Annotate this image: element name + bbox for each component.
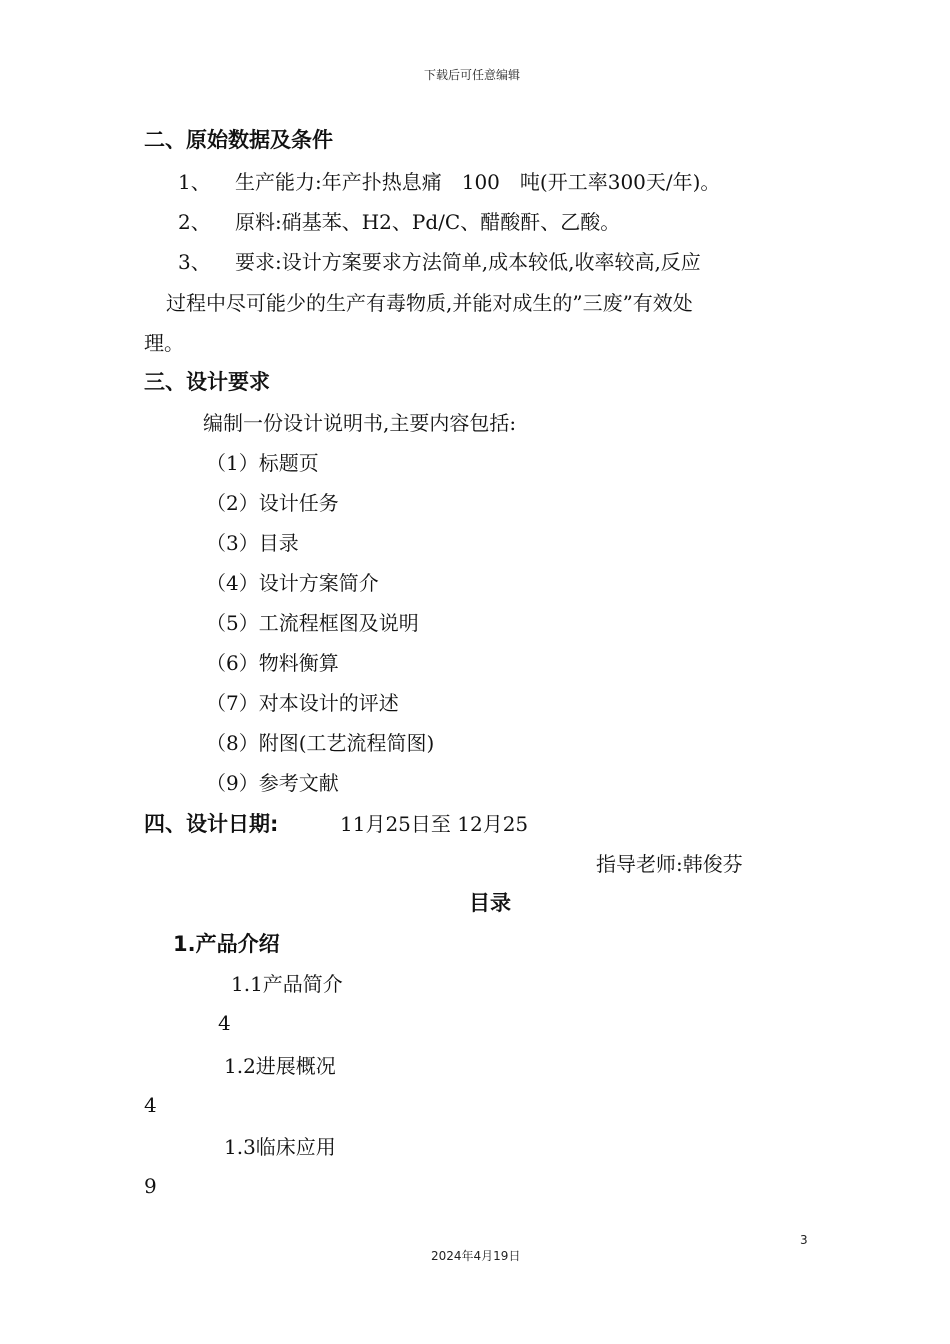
list-item-text: 原料:硝基苯、H2、Pd/C、醋酸酐、乙酸。 [235,210,621,234]
advisor-name: 指导老师:韩俊芬 [596,852,743,876]
footer-date: 2024年4月19日 [431,1249,521,1263]
toc-entry-label: 1.2进展概况 [224,1054,336,1078]
toc-title: 目录 [469,891,511,915]
requirement-item: （2）设计任务 [206,491,339,515]
toc-entry-page: 4 [218,1011,231,1035]
requirement-item: （1）标题页 [206,451,319,475]
design-dates: 11月25日至 12月25 [340,812,529,836]
toc-entry-label: 1.1产品简介 [231,972,343,996]
list-item-text: 要求:设计方案要求方法简单,成本较低,收率较高,反应 [235,250,701,274]
requirement-item: （9）参考文献 [206,771,339,795]
list-item-number: 3、 [178,250,211,274]
toc-entry-page: 9 [144,1174,157,1198]
requirement-item: （3）目录 [206,531,299,555]
requirement-item: （5）工流程框图及说明 [206,611,419,635]
section-heading-design-requirements: 三、设计要求 [144,370,270,394]
toc-entry-page: 4 [144,1093,157,1117]
list-item-number: 2、 [178,210,211,234]
page-number: 3 [800,1233,808,1247]
requirement-item: （7）对本设计的评述 [206,691,399,715]
list-item-text: 生产能力:年产扑热息痛 100 吨(开工率300天/年)。 [235,170,721,194]
page-header-note: 下载后可任意编辑 [424,68,521,82]
paragraph-continuation: 过程中尽可能少的生产有毒物质,并能对成生的”三废”有效处 [166,291,693,315]
toc-entry-label: 1.3临床应用 [224,1135,336,1159]
paragraph-continuation: 理。 [144,331,184,355]
requirement-item: （6）物料衡算 [206,651,339,675]
section-heading-design-dates: 四、设计日期: [144,812,279,836]
requirement-item: （4）设计方案简介 [206,571,379,595]
toc-chapter: 1.产品介绍 [173,932,280,956]
section-heading-raw-data: 二、原始数据及条件 [144,128,333,152]
list-item-number: 1、 [178,170,211,194]
requirements-intro: 编制一份设计说明书,主要内容包括: [203,411,517,435]
requirement-item: （8）附图(工艺流程简图) [206,731,435,755]
